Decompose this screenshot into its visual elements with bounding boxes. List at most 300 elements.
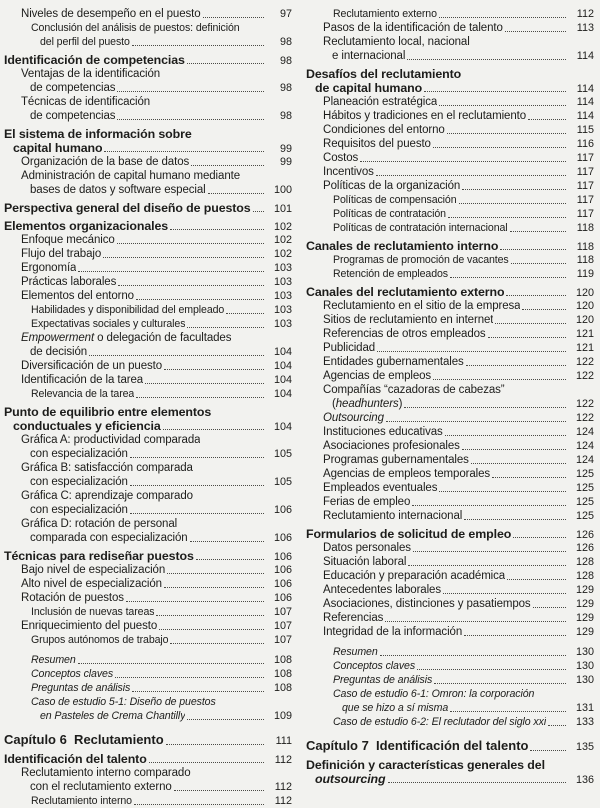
toc-line	[306, 758, 594, 772]
page-number: 105	[273, 476, 292, 488]
toc-entry	[306, 687, 594, 715]
toc-entry-title: Outsourcing	[323, 412, 384, 424]
dot-leader	[471, 463, 566, 464]
page-number: 103	[273, 304, 292, 316]
page-number: 125	[575, 468, 594, 480]
toc-line	[306, 35, 594, 49]
toc-entry-title: Gráfica C: aprendizaje comparado	[21, 490, 193, 502]
toc-line	[306, 625, 594, 639]
dot-leader	[466, 365, 566, 366]
toc-entry	[4, 681, 292, 695]
dot-leader	[89, 355, 264, 356]
toc-line	[4, 461, 292, 475]
toc-entry	[306, 109, 594, 123]
toc-line	[4, 489, 292, 503]
toc-entry-title: Reclutamiento local, nacional	[323, 36, 470, 48]
toc-line	[4, 619, 292, 633]
dot-leader	[253, 211, 264, 212]
toc-line	[306, 207, 594, 221]
toc-line	[306, 425, 594, 439]
toc-entry	[4, 766, 292, 794]
page-number: 104	[273, 374, 292, 386]
toc-line	[4, 591, 292, 605]
page-number: 102	[273, 234, 292, 246]
toc-entry-title: Ventajas de la identificación	[21, 68, 161, 80]
toc-entry	[306, 611, 594, 625]
page-number: 125	[575, 510, 594, 522]
dot-leader	[530, 750, 566, 751]
toc-entry-title: Definición y características generales del	[306, 758, 545, 772]
toc-entry-title: de competencias	[30, 110, 116, 122]
toc-entry	[4, 563, 292, 577]
toc-entry-title: (headhunters)	[332, 398, 403, 410]
toc-entry	[306, 583, 594, 597]
toc-entry-title: Capítulo 6 Reclutamiento	[4, 732, 164, 747]
toc-line	[4, 387, 292, 401]
page-number: 101	[273, 203, 292, 215]
toc-line	[4, 681, 292, 695]
toc-line	[4, 695, 292, 709]
toc-line	[306, 95, 594, 109]
dot-leader	[443, 593, 566, 594]
page-number: 114	[576, 110, 594, 122]
dot-leader	[439, 17, 566, 18]
toc-line	[4, 233, 292, 247]
toc-entry	[4, 261, 292, 275]
dot-leader	[433, 379, 566, 380]
page-number: 135	[575, 741, 594, 753]
toc-entry-title: de decisión	[30, 346, 88, 358]
toc-entry	[306, 355, 594, 369]
page-number: 109	[273, 710, 292, 722]
toc-entry-title: El sistema de información sobre	[4, 127, 192, 141]
toc-entry	[306, 597, 594, 611]
toc-entry-title: Referencias de otros empleados	[323, 328, 486, 340]
toc-column-left	[4, 7, 292, 808]
dot-leader	[417, 669, 566, 670]
toc-entry-title: que se hizo a sí misma	[342, 702, 449, 714]
dot-leader	[376, 175, 566, 176]
page-number: 108	[273, 668, 292, 680]
toc-line	[4, 563, 292, 577]
dot-leader	[433, 147, 566, 148]
toc-entry	[306, 327, 594, 341]
page-number: 124	[575, 454, 594, 466]
dot-leader	[462, 189, 566, 190]
toc-entry-title: Administración de capital humano mediante	[21, 170, 240, 182]
toc-entry-title: con especialización	[30, 476, 128, 488]
toc-entry	[4, 549, 292, 563]
toc-entry-title: Elementos organizacionales	[4, 219, 169, 233]
dot-leader	[115, 677, 264, 678]
page-number: 118	[576, 254, 594, 266]
toc-entry-title: Prácticas laborales	[21, 276, 117, 288]
page-number: 111	[275, 735, 292, 747]
toc-entry	[306, 659, 594, 673]
toc-entry-title: Ferias de empleo	[323, 496, 411, 508]
toc-entry	[4, 653, 292, 667]
toc-entry-title: Conclusión del análisis de puestos: definición	[31, 22, 240, 34]
page-number: 130	[575, 646, 594, 658]
page-number: 122	[575, 412, 594, 424]
toc-entry	[306, 715, 594, 729]
toc-line	[4, 289, 292, 303]
toc-line	[4, 447, 292, 461]
page-number: 129	[575, 612, 594, 624]
dot-leader	[513, 537, 566, 538]
toc-entry-title: capital humano	[13, 141, 103, 155]
toc-line	[306, 439, 594, 453]
page-number: 98	[279, 36, 292, 48]
page-number: 130	[575, 674, 594, 686]
dot-leader	[166, 744, 264, 745]
dot-leader	[388, 782, 567, 783]
toc-line	[4, 653, 292, 667]
toc-line	[306, 67, 594, 81]
dot-leader	[78, 663, 264, 664]
page-number: 108	[273, 682, 292, 694]
dot-leader	[130, 457, 264, 458]
page-number: 117	[576, 166, 594, 178]
toc-entry	[4, 127, 292, 155]
dot-leader	[159, 629, 264, 630]
toc-line	[306, 411, 594, 425]
page-number: 97	[279, 8, 292, 20]
toc-line	[306, 673, 594, 687]
dot-leader	[439, 491, 566, 492]
toc-entry-title: Flujo del trabajo	[21, 248, 102, 260]
toc-entry	[4, 405, 292, 433]
toc-line	[306, 109, 594, 123]
page-number: 112	[274, 781, 292, 793]
toc-entry	[306, 67, 594, 95]
toc-entry	[306, 35, 594, 63]
toc-line	[306, 569, 594, 583]
toc-entry-title: con especialización	[30, 448, 128, 460]
toc-entry-title: Políticas de compensación	[333, 194, 457, 206]
toc-line	[306, 527, 594, 541]
toc-line	[306, 467, 594, 481]
page-number: 128	[575, 556, 594, 568]
toc-line	[4, 605, 292, 619]
toc-entry	[306, 383, 594, 411]
toc-line	[4, 373, 292, 387]
page-number: 117	[576, 208, 594, 220]
toc-entry	[306, 21, 594, 35]
dot-leader	[385, 621, 566, 622]
dot-leader	[448, 217, 566, 218]
toc-entry-title: Preguntas de análisis	[31, 682, 131, 694]
toc-entry-title: Políticas de la organización	[323, 180, 461, 192]
toc-entry-title: Antecedentes laborales	[323, 584, 441, 596]
toc-line	[4, 766, 292, 780]
toc-line	[4, 752, 292, 766]
page-number: 104	[273, 360, 292, 372]
toc-entry	[306, 555, 594, 569]
toc-entry	[4, 387, 292, 401]
dot-leader	[226, 313, 264, 314]
toc-entry	[306, 253, 594, 267]
toc-entry-title: en Pasteles de Crema Chantilly	[40, 710, 186, 722]
toc-line	[306, 645, 594, 659]
toc-line	[4, 21, 292, 35]
toc-line	[306, 7, 594, 21]
toc-line	[4, 345, 292, 359]
toc-entry	[306, 673, 594, 687]
dot-leader	[500, 249, 566, 250]
toc-entry	[4, 53, 292, 67]
toc-line	[4, 81, 292, 95]
dot-leader	[163, 429, 264, 430]
toc-entry-title: Instituciones educativas	[323, 426, 443, 438]
toc-entry	[306, 341, 594, 355]
dot-leader	[488, 337, 566, 338]
dot-leader	[164, 587, 264, 588]
toc-line	[306, 383, 594, 397]
toc-entry	[306, 151, 594, 165]
toc-entry-title: Programas gubernamentales	[323, 454, 469, 466]
toc-entry-title: Resumen	[333, 646, 378, 658]
toc-entry-title: Agencias de empleos temporales	[323, 468, 491, 480]
toc-entry-title: Asociaciones profesionales	[323, 440, 460, 452]
toc-entry-title: Canales de reclutamiento interno	[306, 239, 499, 253]
page-number: 112	[576, 8, 594, 20]
page-number: 99	[279, 143, 292, 155]
toc-entry-title: Referencias	[323, 612, 384, 624]
toc-entry	[4, 95, 292, 123]
page-number: 126	[575, 529, 594, 541]
toc-entry	[306, 625, 594, 639]
toc-entry-title: Agencias de empleos	[323, 370, 432, 382]
toc-line	[306, 453, 594, 467]
toc-entry-title: Alto nivel de especialización	[21, 578, 162, 590]
toc-entry-title: Planeación estratégica	[323, 96, 438, 108]
dot-leader	[507, 579, 566, 580]
page-number: 112	[274, 795, 292, 807]
toc-entry-title: Educación y preparación académica	[323, 570, 506, 582]
toc-entry-title: Reclutamiento en el sitio de la empresa	[323, 300, 521, 312]
toc-entry	[306, 137, 594, 151]
toc-entry	[4, 21, 292, 49]
dot-leader	[130, 485, 264, 486]
toc-entry	[4, 695, 292, 723]
dot-leader	[208, 193, 264, 194]
toc-entry-title: Rotación de puestos	[21, 592, 124, 604]
dot-leader	[187, 719, 264, 720]
toc-entry-title: Resumen	[31, 654, 76, 666]
toc-entry	[4, 461, 292, 489]
toc-line	[306, 253, 594, 267]
toc-line	[306, 687, 594, 701]
toc-line	[4, 169, 292, 183]
toc-entry	[4, 201, 292, 215]
toc-entry	[306, 495, 594, 509]
dot-leader	[203, 17, 264, 18]
toc-entry	[4, 591, 292, 605]
toc-line	[306, 21, 594, 35]
toc-entry	[4, 317, 292, 331]
toc-entry	[306, 285, 594, 299]
toc-entry	[306, 369, 594, 383]
toc-line	[306, 397, 594, 411]
toc-line	[306, 327, 594, 341]
page-number: 117	[576, 152, 594, 164]
dot-leader	[126, 601, 264, 602]
dot-leader	[104, 151, 264, 152]
page-number: 98	[279, 55, 292, 67]
toc-entry	[306, 207, 594, 221]
toc-line	[306, 495, 594, 509]
toc-entry	[306, 299, 594, 313]
page-number: 106	[273, 578, 292, 590]
toc-entry	[4, 359, 292, 373]
dot-leader	[511, 263, 566, 264]
dot-leader	[450, 711, 566, 712]
toc-entry	[306, 467, 594, 481]
toc-line	[4, 275, 292, 289]
dot-leader	[439, 105, 566, 106]
toc-line	[306, 509, 594, 523]
dot-leader	[464, 519, 566, 520]
toc-line	[306, 123, 594, 137]
toc-line	[4, 67, 292, 81]
toc-entry-title: del perfil del puesto	[40, 36, 130, 48]
toc-line	[306, 738, 594, 754]
toc-chapter-entry	[4, 732, 292, 748]
toc-entry-title: Compañías “cazadoras de cabezas”	[323, 384, 505, 396]
toc-line	[306, 49, 594, 63]
toc-line	[4, 317, 292, 331]
dot-leader	[156, 615, 264, 616]
toc-entry	[306, 481, 594, 495]
page-number: 119	[576, 268, 594, 280]
toc-line	[4, 633, 292, 647]
dot-leader	[360, 161, 566, 162]
toc-line	[306, 355, 594, 369]
toc-line	[4, 475, 292, 489]
dot-leader	[167, 573, 264, 574]
page-number: 129	[575, 626, 594, 638]
toc-entry	[306, 7, 594, 21]
dot-leader	[118, 285, 264, 286]
toc-line	[4, 732, 292, 748]
page-number: 104	[273, 421, 292, 433]
page-number: 102	[273, 248, 292, 260]
dot-leader	[386, 421, 566, 422]
dot-leader	[145, 383, 264, 384]
page-number: 112	[274, 754, 292, 766]
dot-leader	[187, 63, 264, 64]
toc-entry	[4, 155, 292, 169]
toc-entry-title: Reclutamiento interno	[31, 795, 132, 807]
toc-entry	[306, 165, 594, 179]
dot-leader	[170, 229, 264, 230]
toc-line	[306, 701, 594, 715]
toc-line	[306, 772, 594, 786]
toc-entry-title: Reclutamiento externo	[333, 8, 437, 20]
dot-leader	[117, 91, 264, 92]
toc-line	[4, 109, 292, 123]
toc-entry	[4, 219, 292, 233]
page-number: 136	[575, 774, 594, 786]
toc-entry-title: Formularios de solicitud de empleo	[306, 527, 512, 541]
toc-entry-title: Incentivos	[323, 166, 374, 178]
toc-entry	[306, 453, 594, 467]
toc-entry-title: Conceptos claves	[31, 668, 114, 680]
toc-entry-title: Políticas de contratación	[333, 208, 446, 220]
toc-line	[4, 303, 292, 317]
dot-leader	[136, 299, 264, 300]
toc-line	[306, 481, 594, 495]
page-number: 103	[273, 276, 292, 288]
toc-entry-title: Diversificación de un puesto	[21, 360, 163, 372]
toc-line	[306, 285, 594, 299]
toc-entry-title: Organización de la base de datos	[21, 156, 190, 168]
dot-leader	[117, 243, 264, 244]
toc-entry-title: Sitios de reclutamiento en internet	[323, 314, 494, 326]
toc-line	[306, 541, 594, 555]
toc-entry-title: Publicidad	[323, 342, 376, 354]
dot-leader	[447, 133, 566, 134]
dot-leader	[462, 449, 566, 450]
toc-entry	[306, 267, 594, 281]
toc-entry	[4, 331, 292, 359]
toc-entry	[4, 247, 292, 261]
page-number: 120	[575, 300, 594, 312]
toc-line	[306, 179, 594, 193]
toc-line	[4, 201, 292, 215]
page-number: 122	[575, 398, 594, 410]
toc-entry-title: Capítulo 7 Identificación del talento	[306, 738, 529, 753]
dot-leader	[424, 91, 566, 92]
page-number: 115	[576, 124, 594, 136]
toc-line	[306, 715, 594, 729]
toc-line	[306, 137, 594, 151]
page-number: 129	[575, 584, 594, 596]
dot-leader	[164, 369, 264, 370]
dot-leader	[196, 559, 264, 560]
toc-entry	[306, 541, 594, 555]
toc-entry-title: comparada con especialización	[30, 532, 188, 544]
toc-line	[4, 709, 292, 723]
toc-entry	[4, 577, 292, 591]
page-number: 122	[575, 370, 594, 382]
toc-entry-title: Bajo nivel de especialización	[21, 564, 166, 576]
toc-entry-title: Punto de equilibrio entre elementos	[4, 405, 212, 419]
toc-line	[4, 419, 292, 433]
page-number: 104	[273, 346, 292, 358]
page-number: 128	[575, 570, 594, 582]
page-number: 133	[575, 716, 594, 728]
page-number: 103	[273, 262, 292, 274]
toc-entry	[306, 527, 594, 541]
toc-entry	[306, 569, 594, 583]
toc-line	[4, 531, 292, 545]
page-number: 129	[575, 598, 594, 610]
toc-entry-title: bases de datos y software especial	[30, 184, 206, 196]
page-number: 98	[279, 110, 292, 122]
toc-entry-title: Canales del reclutamiento externo	[306, 285, 505, 299]
toc-line	[306, 583, 594, 597]
toc-line	[306, 299, 594, 313]
dot-leader	[412, 505, 566, 506]
toc-entry	[4, 303, 292, 317]
toc-entry	[306, 425, 594, 439]
page-number: 103	[273, 290, 292, 302]
toc-entry	[306, 439, 594, 453]
toc-entry-title: Ergonomía	[21, 262, 77, 274]
dot-leader	[459, 203, 566, 204]
